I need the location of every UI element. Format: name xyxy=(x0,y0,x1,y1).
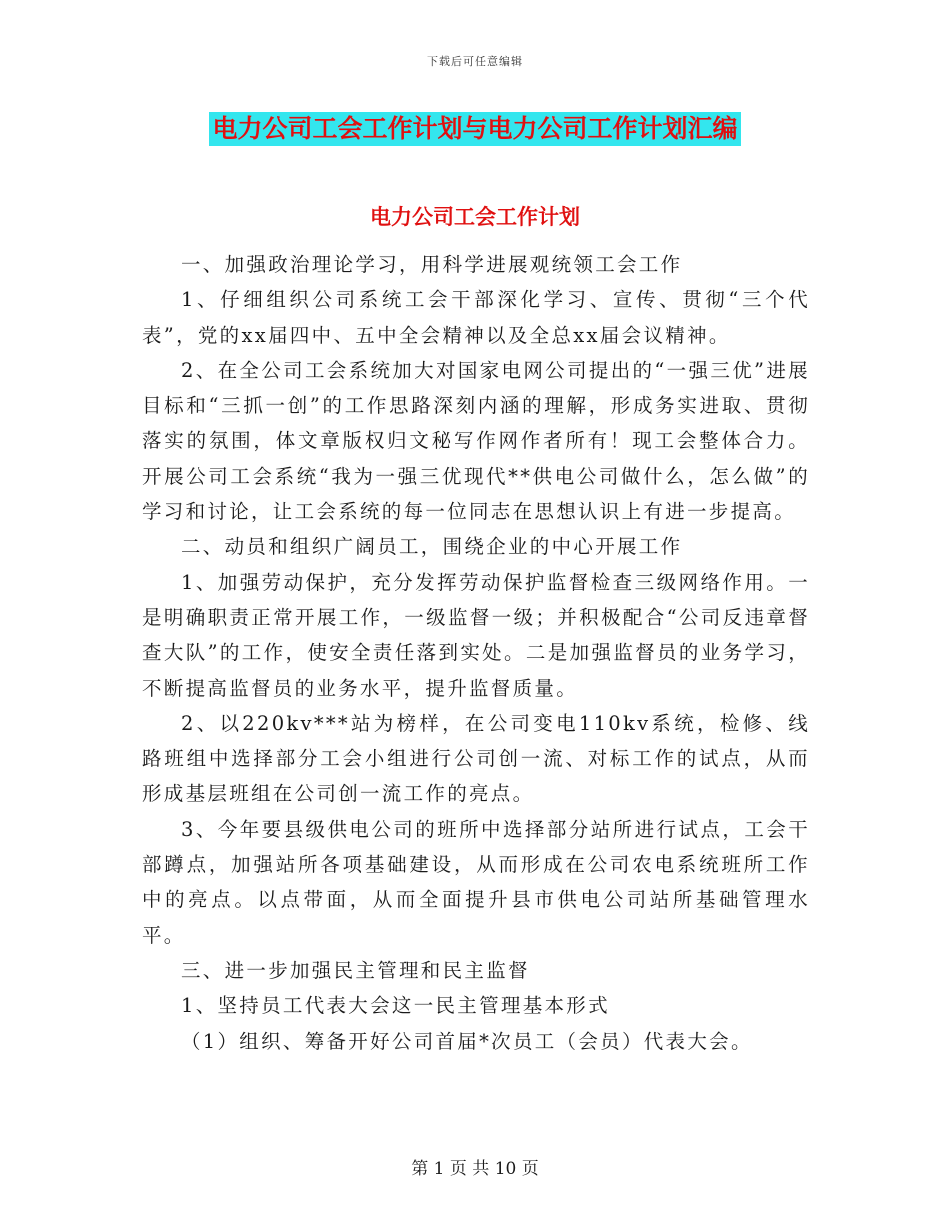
paragraph: 1、仔细组织公司系统工会干部深化学习、宣传、贯彻“三个代表”，党的xx届四中、五中全会精神以及全总xx届会议精神。 xyxy=(142,288,810,347)
section-heading-3: 三、进一步加强民主管理和民主监督 xyxy=(181,958,530,982)
section-heading-2: 二、动员和组织广阔员工，围绕企业的中心开展工作 xyxy=(181,535,683,559)
header-note: 下载后可任意编辑 xyxy=(427,55,523,68)
paragraph: 2、在全公司工会系统加大对国家电网公司提出的“一强三优”进展目标和“三抓一创”的工作思路深刻内涵的理解，形成务实进取、贯彻落实的氛围，体文章版权归文秘写作网作者所有！现工会整体合力。开展公司工会系统“我为一强三优现代**供电公司做什么，怎么做”的学习和讨论，让工会系统的每一位同志在思想认识上有进一步提高。 xyxy=(142,358,810,524)
main-title-wrap xyxy=(0,112,950,146)
body-text xyxy=(142,247,810,1059)
paragraph: 1、加强劳动保护，充分发挥劳动保护监督检查三级网络作用。一是明确职责正常开展工作，一级监督一级；并积极配合“公司反违章督查大队”的工作，使安全责任落到实处。二是加强监督员的业务学习，不断提高监督员的业务水平，提升监督质量。 xyxy=(142,570,810,700)
paragraph: 2、以220kv***站为榜样，在公司变电110kv系统，检修、线路班组中选择部分工会小组进行公司创一流、对标工作的试点，从而形成基层班组在公司创一流工作的亮点。 xyxy=(142,711,810,806)
sub-title: 电力公司工会工作计划 xyxy=(370,204,580,229)
section-heading-1: 一、加强政治理论学习，用科学进展观统领工会工作 xyxy=(181,253,683,276)
main-title: 电力公司工会工作计划与电力公司工作计划汇编 xyxy=(209,112,740,146)
page-footer: 第 1 页 共 10 页 xyxy=(411,1159,539,1179)
paragraph: 3、今年要县级供电公司的班所中选择部分站所进行试点，工会干部蹲点，加强站所各项基础建设，从而形成在公司农电系统班所工作中的亮点。以点带面，从而全面提升县市供电公司站所基础管理水平。 xyxy=(142,817,810,947)
paragraph: （1）组织、筹备开好公司首届*次员工（会员）代表大会。 xyxy=(181,1029,753,1053)
paragraph: 1、坚持员工代表大会这一民主管理基本形式 xyxy=(181,994,610,1018)
